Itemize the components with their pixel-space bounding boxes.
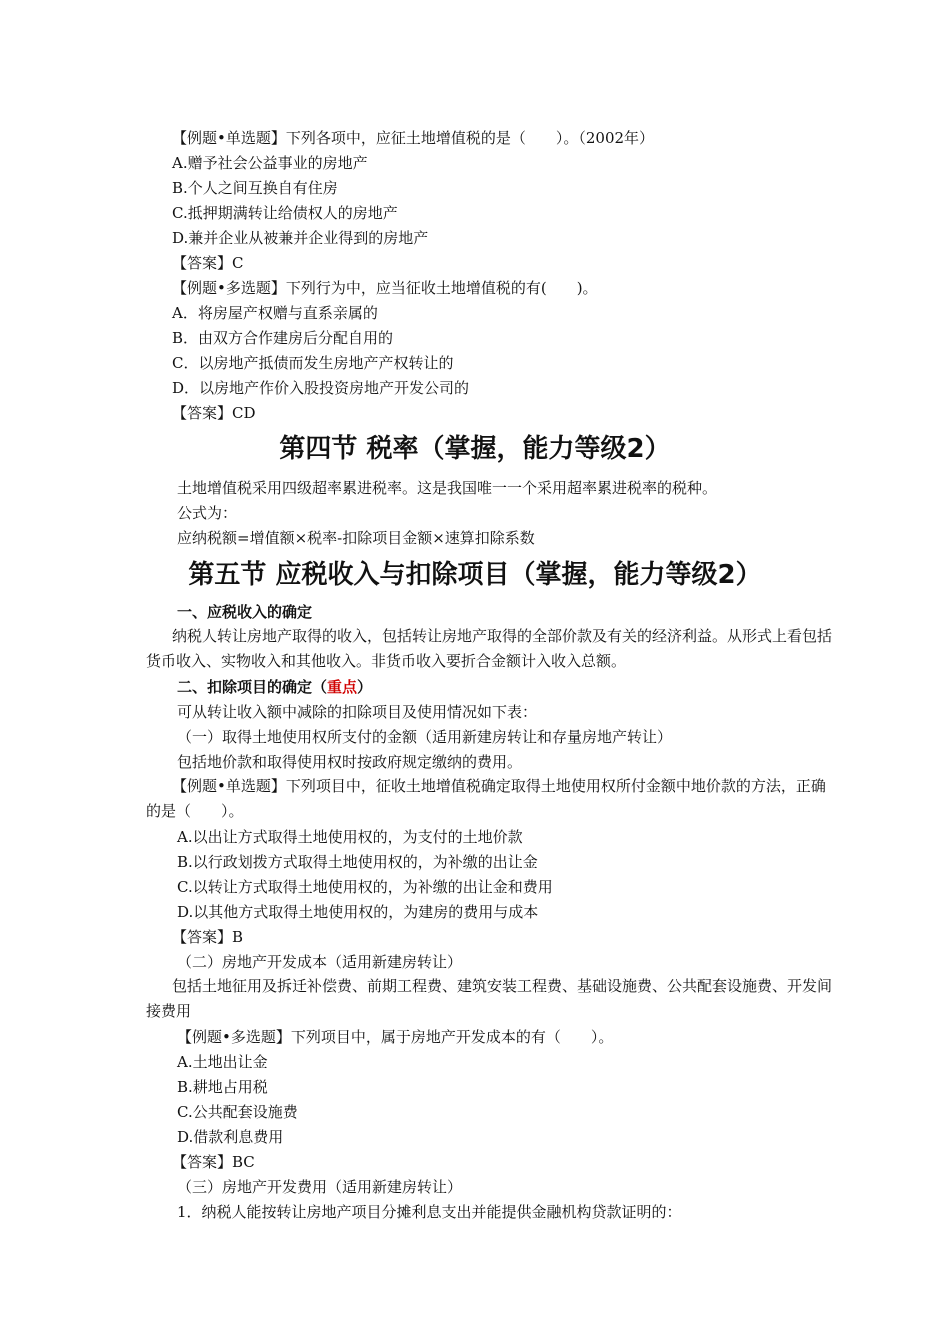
section5-paragraph-2: 可从转让收入额中减除的扣除项目及使用情况如下表： — [177, 703, 538, 721]
q2-stem: 【例题•多选题】下列行为中，应当征收土地增值税的有( )。 — [172, 279, 598, 297]
sub-heading-2-suffix: ） — [357, 678, 373, 696]
q1-option-a: A.赠予社会公益事业的房地产 — [172, 154, 368, 172]
q4-answer: 【答案】BC — [172, 1153, 255, 1171]
key-point-label: 重点 — [327, 678, 358, 696]
section4-title: 第四节 税率（掌握，能力等级2） — [279, 434, 671, 464]
section5-sub-heading-1: 一、应税收入的确定 — [177, 603, 313, 621]
q3-option-b: B.以行政划拨方式取得土地使用权的，为补缴的出让金 — [177, 853, 538, 871]
q2-option-b: B．由双方合作建房后分配自用的 — [172, 329, 394, 347]
deduction-item-1: （一）取得土地使用权所支付的金额（适用新建房转让和存量房地产转让） — [177, 728, 673, 746]
section4-formula: 应纳税额=增值额×税率-扣除项目金额×速算扣除系数 — [177, 529, 535, 547]
q4-stem: 【例题•多选题】下列项目中，属于房地产开发成本的有（ ）。 — [177, 1028, 614, 1046]
q2-answer: 【答案】CD — [172, 404, 256, 422]
q3-option-d: D.以其他方式取得土地使用权的，为建房的费用与成本 — [177, 903, 539, 921]
q1-option-c: C.抵押期满转让给债权人的房地产 — [172, 204, 398, 222]
q3-option-a: A.以出让方式取得土地使用权的，为支付的土地价款 — [177, 828, 523, 846]
section5-sub-heading-2 — [177, 677, 372, 697]
section5-paragraph-1: 纳税人转让房地产取得的收入，包括转让房地产取得的全部价款及有关的经济利益。从形式上看包括货币收入、实物收入和其他收入。非货币收入要折合金额计入收入总额。 — [146, 627, 833, 670]
section4-paragraph: 土地增值税采用四级超率累进税率。这是我国唯一一个采用超率累进税率的税种。 — [177, 479, 718, 497]
deduction-item-3-point-1: 1．纳税人能按转让房地产项目分摊利息支出并能提供金融机构贷款证明的： — [177, 1203, 682, 1221]
q4-option-d: D.借款利息费用 — [177, 1128, 284, 1146]
q1-answer: 【答案】C — [172, 254, 244, 272]
q3-option-c: C.以转让方式取得土地使用权的，为补缴的出让金和费用 — [177, 878, 553, 896]
q4-option-c: C.公共配套设施费 — [177, 1103, 298, 1121]
q1-option-b: B.个人之间互换自有住房 — [172, 179, 338, 197]
section4-formula-label: 公式为： — [177, 504, 238, 522]
sub-heading-2-prefix: 二、扣除项目的确定（ — [177, 678, 328, 696]
q1-option-d: D.兼并企业从被兼并企业得到的房地产 — [172, 229, 429, 247]
q3-stem: 【例题•单选题】下列项目中，征收土地增值税确定取得土地使用权所付金额中地价款的方法，正确的是（ ）。 — [146, 777, 826, 820]
q4-option-a: A.土地出让金 — [177, 1053, 268, 1071]
q3-answer: 【答案】B — [172, 928, 244, 946]
deduction-item-2: （二）房地产开发成本（适用新建房转让） — [177, 953, 463, 971]
q2-option-c: C．以房地产抵债而发生房地产产权转让的 — [172, 354, 454, 372]
q2-option-a: A．将房屋产权赠与直系亲属的 — [172, 304, 378, 322]
deduction-item-1-desc: 包括地价款和取得使用权时按政府规定缴纳的费用。 — [177, 753, 523, 771]
section5-title: 第五节 应税收入与扣除项目（掌握，能力等级2） — [188, 560, 762, 590]
q4-option-b: B.耕地占用税 — [177, 1078, 268, 1096]
deduction-item-3: （三）房地产开发费用（适用新建房转让） — [177, 1178, 463, 1196]
deduction-item-2-desc: 包括土地征用及拆迁补偿费、前期工程费、建筑安装工程费、基础设施费、公共配套设施费、开发间接费用 — [146, 977, 833, 1020]
q2-option-d: D．以房地产作价入股投资房地产开发公司的 — [172, 379, 470, 397]
q1-stem: 【例题•单选题】下列各项中，应征土地增值税的是（ ）。（2002年） — [172, 129, 655, 147]
